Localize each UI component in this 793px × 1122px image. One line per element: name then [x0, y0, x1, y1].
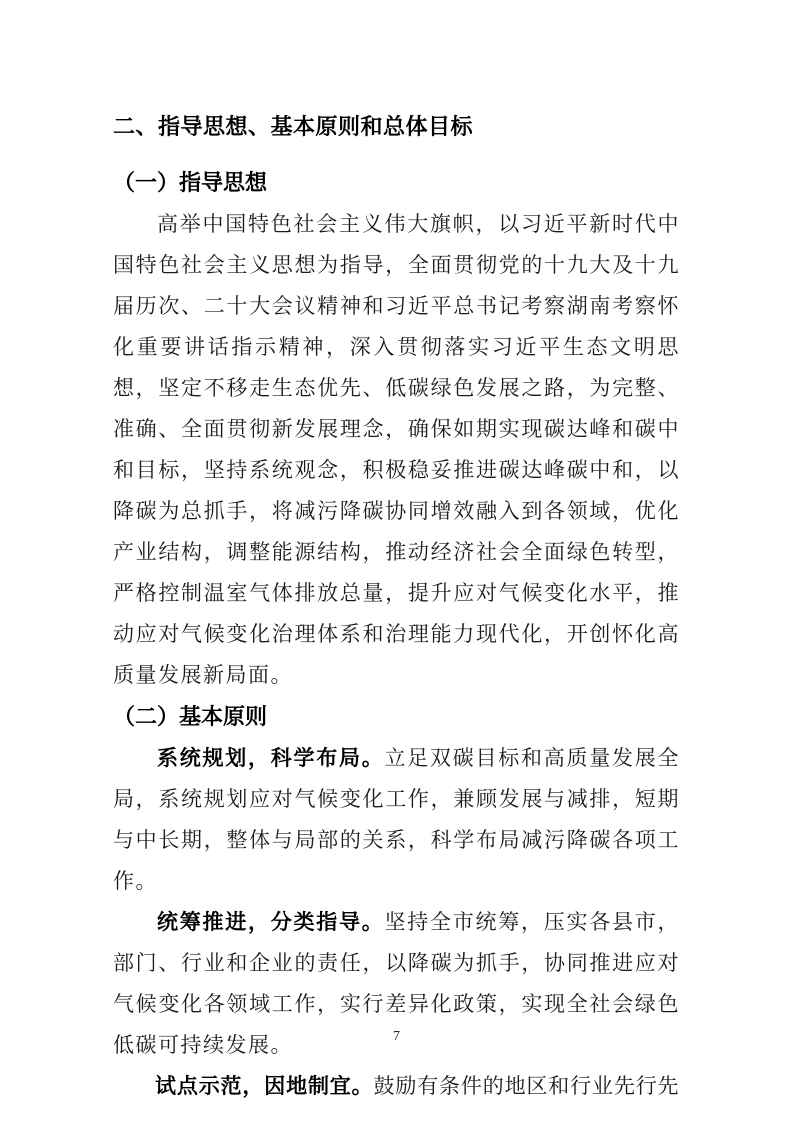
principle-lead-text: 试点示范，因地制宜。 [155, 1074, 374, 1098]
paragraph-principle-systematic-planning [113, 738, 680, 902]
paragraph-text: 立足双碳目标和高质量发展全局，系统规划应对气候变化工作，兼顾发展与减排，短期与中长期，整体与局部的关系，科学布局减污降碳各项工作。 [113, 746, 680, 893]
paragraph-principle-pilot-demonstration [113, 1066, 680, 1107]
paragraph-text: 高举中国特色社会主义伟大旗帜，以习近平新时代中国特色社会主义思想为指导，全面贯彻党的十九大及十九届历次、二十大会议精神和习近平总书记考察湖南考察怀化重要讲话指示精神，深入贯彻落实习近平生态文明思想，坚定不移走生态优先、低碳绿色发展之路，为完整、准确、全面贯彻新发展理念，确保如期实现碳达峰和碳中和目标，坚持系统观念，积极稳妥推进碳达峰碳中和，以降碳为总抓手，将减污降碳协同增效融入到各领域，优化产业结构，调整能源结构，推动经济社会全面绿色转型，严格控制温室气体排放总量，提升应对气候变化水平，推动应对气候变化治理体系和治理能力现代化，开创怀化高质量发展新局面。 [113, 212, 680, 687]
paragraph-text: 鼓励有条件的地区和行业先行先 [373, 1074, 680, 1098]
principle-lead-text: 统筹推进，分类指导。 [157, 910, 385, 934]
page-content [113, 112, 680, 1107]
page-number: 7 [393, 1029, 400, 1044]
section-title: 二、指导思想、基本原则和总体目标 [113, 114, 474, 139]
paragraph-text: 坚持全市统筹，压实各县市，部门、行业和企业的责任，以降碳为抓手，协同推进应对气候变化各领域工作，实行差异化政策，实现全社会绿色低碳可持续发展。 [113, 910, 680, 1057]
subsection-heading-guiding-ideology: （一）指导思想 [113, 170, 268, 195]
paragraph-guiding-ideology [113, 204, 680, 696]
subsection-heading-basic-principles: （二）基本原则 [113, 704, 268, 729]
principle-lead-text: 系统规划，科学布局。 [157, 746, 385, 770]
